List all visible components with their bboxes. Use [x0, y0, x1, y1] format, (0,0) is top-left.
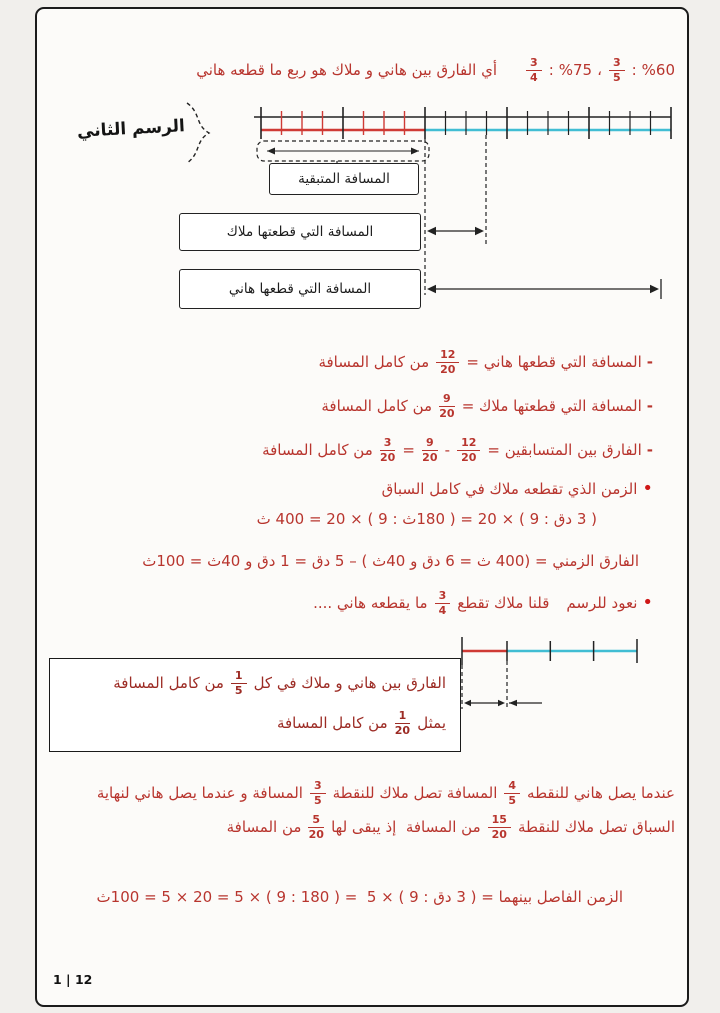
- minor-ticks-black: [446, 111, 651, 135]
- main-number-line-diagram: [37, 93, 687, 325]
- text-run: -: [646, 441, 653, 459]
- malak-distance-box: [179, 213, 421, 251]
- fraction: $\frac{3}{20}$: [379, 435, 396, 464]
- remaining-distance-label: المسافة المتبقية: [298, 171, 390, 187]
- remaining-distance-box: [269, 163, 419, 195]
- text-run: من المسافة إذ يبقى لها: [331, 818, 481, 836]
- text-run: المسافة التي قطعها هاني =: [466, 353, 642, 371]
- text-run: السباق تصل ملاك للنقطة: [517, 818, 675, 836]
- fraction: $\frac{5}{20}$: [308, 812, 324, 841]
- fraction: $\frac{4}{5}$: [504, 780, 520, 806]
- arrowhead-right-icon: [498, 700, 505, 706]
- text-run: -: [444, 441, 451, 459]
- arrowhead-right-icon: [650, 285, 659, 293]
- fraction: $\frac{3}{5}$: [310, 780, 326, 806]
- text-run: الفارق بين هاني و ملاك في كل: [253, 674, 446, 692]
- fraction: $\frac{12}{20}$: [457, 437, 480, 463]
- text-run: من كامل المسافة: [321, 397, 433, 415]
- fraction: $\frac{3}{4}$: [435, 590, 451, 616]
- text-run: المسافة و عندما يصل هاني لنهاية: [96, 784, 303, 802]
- text-run: من المسافة: [226, 818, 302, 836]
- time-gap-line: [142, 543, 639, 579]
- text-run: الفارق بين المتسابقين =: [487, 441, 642, 459]
- arrowhead-left-icon: [427, 285, 436, 293]
- hani-distance-box: [179, 269, 421, 309]
- text-run: ( 3 دق : 9 ) × 20 = ( 180ث : 9 ) × 20 = 400 ث: [256, 510, 597, 528]
- fraction: $\frac{12}{20}$: [436, 349, 459, 375]
- fraction: $\frac{3}{4}$: [526, 57, 542, 83]
- arrowhead-left-icon: [267, 148, 275, 155]
- text-run: أي الفارق بين هاني و ملاك هو ربع ما قطعه هاني: [196, 61, 498, 79]
- text-run: ،: [597, 61, 602, 79]
- text-run: %75: [558, 61, 593, 79]
- text-run: -: [646, 353, 653, 371]
- text-run: الفارق الزمني = (400 ث = 6 دق و 40ث ) – 5 دق = 1 دق و 40ث = 100ث: [142, 552, 639, 570]
- text-run: المسافة تصل ملاك للنقطة: [332, 784, 498, 802]
- fraction: $\frac{1}{20}$: [394, 708, 411, 737]
- text-run: %60: [641, 61, 675, 79]
- page-number: 1 | 12: [53, 972, 93, 987]
- text-run: نعود للرسم: [566, 594, 638, 612]
- text-run: من كامل المسافة: [262, 441, 373, 459]
- drawing-label: الرسم الثاني: [76, 116, 186, 142]
- text-run: عندما يصل هاني للنقطه: [527, 784, 675, 802]
- note-box: [49, 658, 461, 752]
- arrowhead-right-icon: [475, 227, 484, 235]
- arrowhead-right-icon: [411, 148, 419, 155]
- paragraph-line-2: [227, 809, 675, 845]
- worksheet-sheet: [35, 7, 689, 1007]
- fraction: $\frac{9}{20}$: [422, 435, 438, 464]
- malak-distance-line: [321, 388, 653, 424]
- race-time-calc-line: [257, 501, 597, 537]
- text-run: الزمن الذي تقطعه ملاك في كامل السباق: [381, 480, 638, 498]
- text-run: من كامل المسافة: [113, 674, 224, 692]
- fifth-segment-svg: [442, 631, 672, 727]
- text-run: ما يقطعه هاني ....: [313, 594, 428, 612]
- text-run: :: [548, 61, 554, 79]
- final-time-line: [97, 879, 623, 915]
- text-run: :: [631, 61, 637, 79]
- text-run: •: [642, 592, 653, 613]
- note-line-2: [64, 703, 446, 743]
- brace-dashed: [187, 103, 209, 163]
- text-run: من كامل المسافة: [276, 714, 388, 732]
- arrowhead-left-icon: [509, 700, 517, 706]
- fraction: $\frac{1}{5}$: [231, 670, 247, 696]
- header-statement: [196, 52, 675, 88]
- second-drawing-section: [37, 625, 687, 777]
- hani-distance-line: [318, 344, 653, 380]
- arrowhead-left-icon: [427, 227, 436, 235]
- text-run: المسافة التي قطعتها ملاك =: [461, 397, 642, 415]
- text-run: يمثل: [417, 714, 446, 732]
- text-run: الزمن الفاصل بينهما = ( 3 دق : 9 ) × 5 = ( 180 : 9 ) × 5 = 20 × 5 = 100ث: [96, 888, 623, 906]
- text-run: -: [646, 397, 653, 415]
- text-run: قلنا ملاك تقطع: [457, 594, 550, 612]
- text-run: من كامل المسافة: [318, 353, 430, 371]
- hani-distance-label: المسافة التي قطعها هاني: [228, 281, 372, 297]
- fraction: $\frac{3}{5}$: [609, 57, 625, 83]
- paragraph-line-1: [97, 775, 675, 811]
- malak-distance-label: المسافة التي قطعتها ملاك: [226, 224, 374, 240]
- arrowhead-left-icon: [464, 700, 471, 706]
- fraction: $\frac{15}{20}$: [488, 814, 511, 840]
- fraction: $\frac{9}{20}$: [439, 391, 455, 420]
- text-run: =: [402, 441, 415, 459]
- difference-line: [262, 432, 653, 468]
- text-run: •: [642, 478, 653, 499]
- note-line-1: [64, 663, 446, 703]
- back-to-drawing-line: [313, 585, 653, 621]
